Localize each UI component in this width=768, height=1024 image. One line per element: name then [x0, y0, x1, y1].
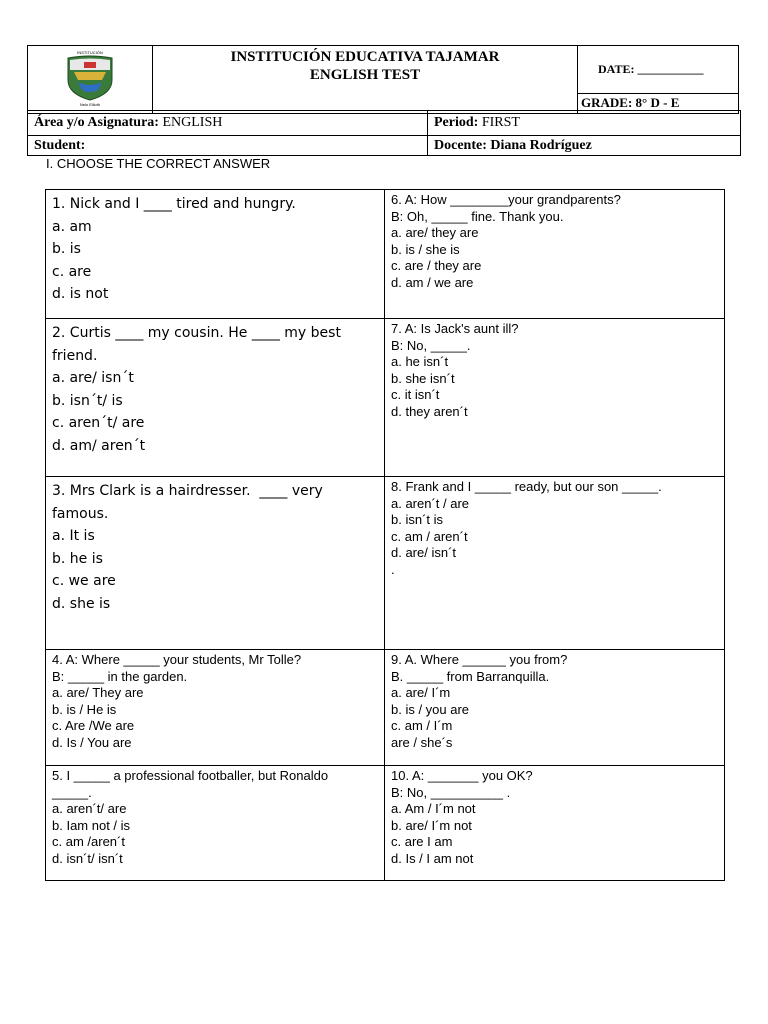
- option-d: d. she is: [52, 595, 111, 612]
- question-10: [385, 766, 725, 881]
- option-d: are / she´s: [391, 734, 453, 750]
- question-text: 2. Curtis ____ my cousin. He ____ my best: [52, 325, 341, 341]
- student-row: Student:: [28, 136, 428, 156]
- option-a: a. are/ they are: [391, 225, 479, 240]
- option-b: b. are/ I´m not: [391, 817, 472, 833]
- option-d: d. am / we are: [391, 274, 474, 290]
- school-name: INSTITUCIÓN EDUCATIVA TAJAMAR: [230, 49, 500, 65]
- question-text: 7. A: Is Jack's aunt ill?: [391, 321, 519, 336]
- option-d: d. isn´t/ isn´t: [52, 850, 123, 866]
- period-value: FIRST: [481, 115, 520, 130]
- logo-bottom-text: Nelo Ellioth: [79, 102, 101, 107]
- option-b: b. is / she is: [391, 241, 460, 257]
- date-cell: [578, 46, 739, 94]
- option-c: c. am /aren´t: [52, 834, 125, 849]
- question-text: 10. A: _______ you OK?: [391, 768, 533, 783]
- date-label: DATE: ___________: [598, 62, 704, 76]
- option-c: c. are: [52, 263, 92, 280]
- option-a: a. are/ isn´t: [52, 370, 134, 386]
- option-c: c. am / aren´t: [391, 528, 468, 544]
- option-d: d. they aren´t: [391, 403, 468, 419]
- area-value-2: ENGLISH: [162, 115, 223, 130]
- question-text: 3. Mrs Clark is a hairdresser. ____ very: [52, 483, 323, 499]
- header-table: [27, 45, 739, 114]
- option-b: b. is / He is: [52, 701, 117, 717]
- option-a: a. am: [52, 218, 92, 235]
- question-6: [385, 190, 725, 319]
- question-9: [385, 650, 725, 766]
- question-line: famous.: [52, 505, 109, 522]
- option-c: c. are I am: [391, 834, 453, 849]
- option-c: c. Are /We are: [52, 718, 135, 733]
- option-a: a. aren´t / are: [391, 495, 470, 511]
- option-d: d. am/ aren´t: [52, 437, 146, 454]
- question-text: 1. Nick and I ____ tired and hungry.: [52, 196, 296, 212]
- title-cell: [153, 46, 578, 114]
- area-row: [28, 111, 428, 136]
- question-text: 9. A. Where ______ you from?: [391, 652, 568, 667]
- option-c: c. are / they are: [391, 258, 482, 273]
- question-text: 6. A: How ________your grandparents?: [391, 192, 621, 207]
- option-a: a. It is: [52, 528, 95, 544]
- test-title: ENGLISH TEST: [309, 67, 421, 83]
- option-a: a. are/ I´m: [391, 685, 451, 700]
- option-b: b. isn´t/ is: [52, 392, 123, 409]
- option-c: c. aren´t/ are: [52, 415, 145, 431]
- option-a: a. aren´t/ are: [52, 801, 127, 816]
- question-text: 4. A: Where _____ your students, Mr Tolle?: [52, 652, 302, 667]
- option-c: c. am / I´m: [391, 718, 453, 733]
- question-line: B: No, __________ .: [391, 784, 511, 800]
- info-table: [27, 110, 741, 156]
- option-a: a. Am / I´m not: [391, 801, 476, 816]
- option-d: d. Is / I am not: [391, 850, 474, 866]
- logo-cell: [28, 46, 153, 114]
- question-line: B. _____ from Barranquilla.: [391, 668, 550, 684]
- questions-table: [45, 189, 725, 881]
- docente-row: Docente: Diana Rodríguez: [428, 136, 741, 156]
- option-d: d. Is / You are: [52, 734, 132, 750]
- school-logo: [28, 46, 152, 108]
- option-d: d. are/ isn´t: [391, 545, 457, 560]
- question-4: [46, 650, 385, 766]
- question-1: [46, 190, 385, 319]
- question-line: B: Oh, _____ fine. Thank you.: [391, 208, 564, 224]
- question-5: [46, 766, 385, 881]
- question-line: _____.: [52, 784, 92, 800]
- option-b: b. she isn´t: [391, 370, 455, 386]
- option-c: c. it isn´t: [391, 387, 440, 402]
- area-label-2: Área y/o Asignatura:: [34, 115, 159, 130]
- option-c: c. we are: [52, 573, 116, 589]
- option-b: b. Iam not / is: [52, 817, 131, 833]
- grade-cell: GRADE: 8° D - E: [578, 93, 739, 113]
- option-d: d. is not: [52, 286, 109, 302]
- question-8: [385, 477, 725, 650]
- instructions: I. CHOOSE THE CORRECT ANSWER: [46, 156, 271, 171]
- option-b: b. isn´t is: [391, 512, 444, 527]
- option-a: a. are/ They are: [52, 685, 144, 700]
- period-row: [428, 111, 741, 136]
- question-2: [46, 319, 385, 477]
- option-b: b. is / you are: [391, 701, 470, 717]
- question-3: [46, 477, 385, 650]
- question-7: [385, 319, 725, 477]
- question-line: B: No, _____.: [391, 337, 471, 353]
- logo-top-text: INSTITUCIÓN: [77, 50, 103, 55]
- question-line: B: _____ in the garden.: [52, 668, 188, 684]
- option-b: b. he is: [52, 550, 103, 567]
- question-text: 5. I _____ a professional footballer, but Ronaldo: [52, 768, 329, 783]
- period-label: Period:: [434, 115, 479, 130]
- option-a: a. he isn´t: [391, 354, 449, 369]
- option-b: b. is: [52, 241, 81, 257]
- question-text: 8. Frank and I _____ ready, but our son _____.: [391, 479, 662, 494]
- question-line: friend.: [52, 347, 98, 364]
- trailing-mark: .: [391, 561, 395, 577]
